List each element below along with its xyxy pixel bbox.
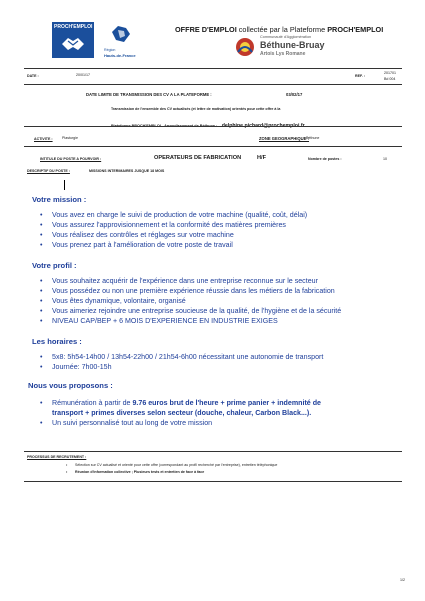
date-label: DATE :	[27, 74, 39, 78]
remuneration-bold: 9.76 euros brut de l'heure + prime panier + indemnité de	[132, 399, 321, 407]
descriptif-label: DESCRIPTIF DU POSTE :	[27, 169, 70, 173]
profil-item: • Vous aimeriez rejoindre une entreprise soucieuse de la qualité, de l'hygiène et de la sécurité	[40, 307, 342, 315]
mission-item: • Vous réalisez des contrôles et réglages sur votre machine	[40, 231, 234, 239]
date-value: 20/01/17	[76, 73, 90, 77]
recrutement-item: • Sélection sur CV actualisé et orienté pour cette offre (correspondant au profil recherché par l'entreprise), entretien téléphonique	[66, 463, 278, 467]
ref-value-2: Bd 004	[384, 77, 396, 81]
agglo-sub: Artois Lys Romane	[260, 51, 306, 57]
activite-value: Plasturgie	[62, 136, 78, 140]
region-label-top: Région	[104, 48, 116, 52]
page-number: 1/2	[400, 578, 405, 582]
mission-item: • Vous avez en charge le suivi de production de votre machine (qualité, coût, délai)	[40, 211, 308, 219]
descriptif-value: MISSIONS INTERIMAIRES JUSQUE 18 MOIS	[89, 169, 165, 173]
title-middle: collectée par la Plateforme	[238, 25, 326, 34]
remuneration-prefix: Rémunération à partir de	[52, 399, 133, 407]
deadline-line2-prefix: Plateforme PROCH'EMPLOI - Arrondissement de Béthune :	[111, 124, 218, 128]
proposons-item-suivi: • Un suivi personnalisé tout au long de votre mission	[40, 419, 213, 427]
recrutement-item: • Réunion d'information collective ; Plusieurs tests et entretien de face à face	[66, 470, 205, 474]
profil-item: • Vous possédez ou non une première expérience réussie dans les métiers de la fabrication	[40, 287, 335, 295]
agglo-top: Communauté d'Agglomération	[260, 35, 312, 39]
title-prefix: OFFRE D'EMPLOI	[175, 25, 237, 34]
intitule-value: OPERATEURS DE FABRICATION	[154, 155, 242, 161]
title-suffix: PROCH'EMPLOI	[327, 25, 384, 34]
deadline-line1: Transmission de l'ensemble des CV actualisés (et lettre de motivation) orientés pour cette offre à la	[111, 107, 281, 111]
intitule-label: INTITULE DU POSTE A POURVOIR :	[40, 157, 102, 161]
agglo-name: Béthune-Bruay	[260, 40, 325, 50]
nb-postes-label: Nombre de postes :	[308, 157, 342, 161]
nb-postes-value: 10	[383, 157, 387, 161]
zone-label: ZONE GEOGRAPHIQUE :	[259, 136, 310, 141]
profil-title: Votre profil :	[32, 261, 77, 270]
deadline-email[interactable]: delphine.pichard@prochemploi.fr	[221, 123, 305, 129]
zone-value: Béthune	[306, 136, 320, 140]
intitule-gender: H/F	[257, 155, 267, 161]
horaires-item: • Journée: 7h00-15h	[40, 363, 112, 371]
profil-item: • NIVEAU CAP/BEP + 6 MOIS D'EXPERIENCE EN INDUSTRIE EXIGES	[40, 317, 278, 325]
mission-item: • Vous prenez part à l'amélioration de votre poste de travail	[40, 241, 233, 249]
deadline-value: 03/02/17	[286, 92, 303, 97]
mission-title: Votre mission :	[32, 195, 87, 204]
proposons-title: Nous vous proposons :	[28, 381, 113, 390]
horaires-title: Les horaires :	[32, 337, 82, 346]
profil-item: • Vous souhaitez acquérir de l'expérience dans une entreprise reconnue sur le secteur	[40, 277, 318, 285]
deadline-label: DATE LIMITE DE TRANSMISSION DES CV A LA PLATEFORME :	[86, 92, 212, 97]
horaires-item: • 5x8: 5h54-14h00 / 13h54-22h00 / 21h54-6h00 nécessitant une autonomie de transport	[40, 353, 324, 361]
profil-item: • Vous êtes dynamique, volontaire, organisé	[40, 297, 186, 305]
logo-text: PROCH'EMPLOI	[54, 24, 93, 30]
proposons-item-remuneration: • Rémunération à partir de 9.76 euros brut de l'heure + prime panier + indemnité de	[40, 399, 321, 407]
mission-item: • Vous assurez l'approvisionnement et la conformité des matières premières	[40, 221, 286, 229]
region-label-bottom: Hauts-de-France	[104, 53, 136, 58]
recrutement-title: PROCESSUS DE RECRUTEMENT :	[27, 455, 87, 459]
ref-label: REF. :	[355, 74, 365, 78]
proposons-item-remuneration-cont: transport + primes diverses selon secteur (douche, chaleur, Carbon Black...).	[52, 409, 312, 417]
ref-value-1: 201701	[384, 71, 396, 75]
activite-label: ACTIVITE :	[34, 137, 53, 141]
